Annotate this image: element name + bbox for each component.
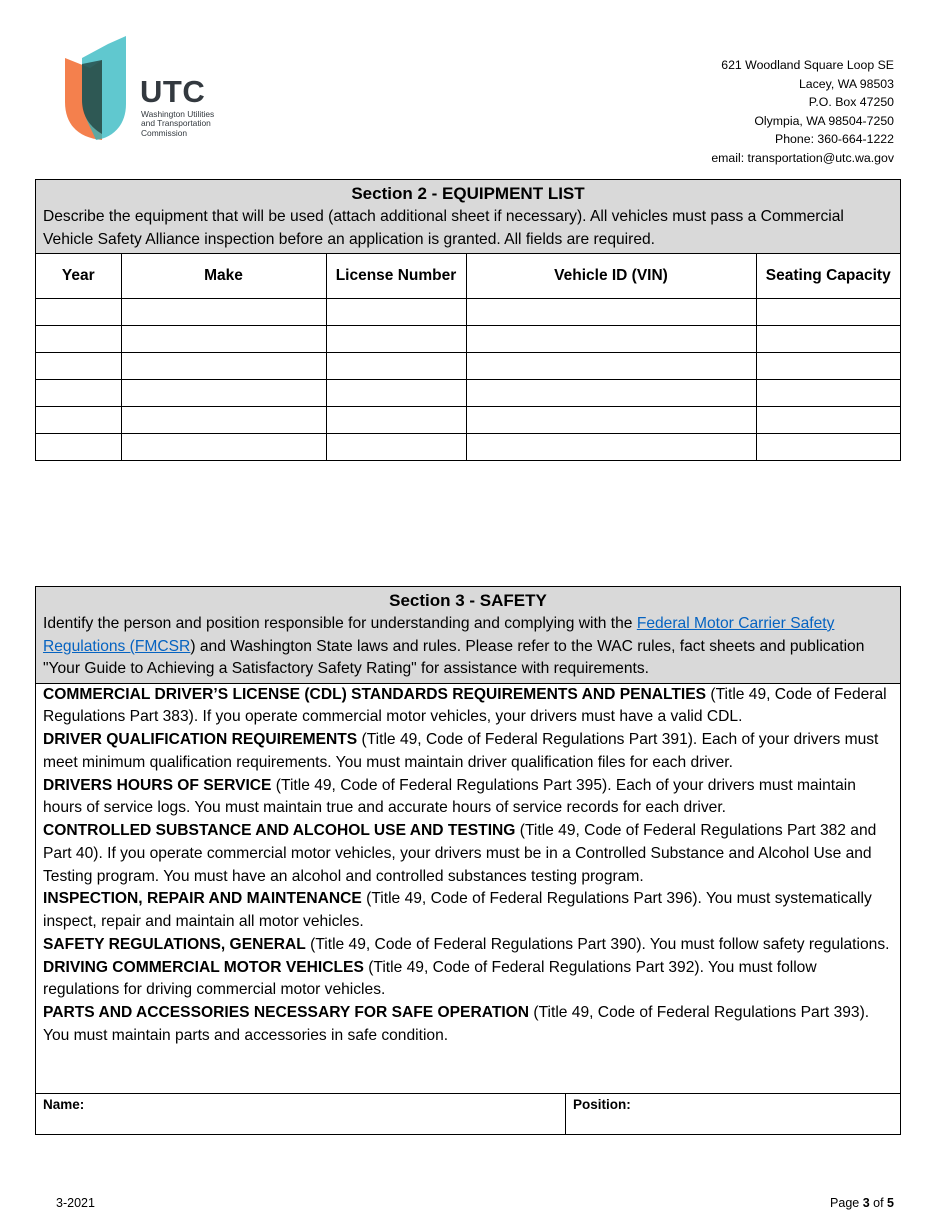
signature-row xyxy=(36,1093,900,1134)
vin-cell[interactable] xyxy=(466,407,756,434)
email-line: email: transportation@utc.wa.gov xyxy=(711,150,894,165)
section-2-header xyxy=(36,180,900,253)
table-row xyxy=(36,434,900,461)
logo-subtitle-line: Washington Utilities xyxy=(141,109,215,119)
year-cell[interactable] xyxy=(36,353,121,380)
phone-line: Phone: 360-664-1222 xyxy=(775,132,894,147)
page-current: 3 xyxy=(862,1196,870,1210)
rule-text: (Title 49, Code of Federal Regulations Part 390). You must follow safety regulations. xyxy=(305,935,890,953)
vin-cell[interactable] xyxy=(466,326,756,353)
rule-text: (Title 49, Code of Federal Regulations Part 382 and Part 40). If you operate commercial motor vehicles, your drivers must be in a Controlled Substance and Alcohol Use and Testing program. You must have an alcohol and controlled substances testing program. xyxy=(43,822,877,885)
fmcsr-link[interactable]: Federal Motor Carrier Safety Regulations (FMCSR xyxy=(43,615,835,655)
vin-cell[interactable] xyxy=(466,380,756,407)
rule-item xyxy=(43,775,893,821)
make-cell[interactable] xyxy=(121,380,326,407)
rule-text: (Title 49, Code of Federal Regulations Part 392). You must follow regulations for driving commercial motor vehicles. xyxy=(43,958,817,999)
year-cell[interactable] xyxy=(36,434,121,461)
rule-item xyxy=(43,1002,893,1048)
logo-subtitle-line: Commission xyxy=(141,127,188,138)
rule-text: (Title 49, Code of Federal Regulations Part 396). You must systematically inspect, repair and maintain all motor vehicles. xyxy=(43,890,872,930)
rule-heading: PARTS AND ACCESSORIES NECESSARY FOR SAFE OPERATION xyxy=(43,1004,530,1021)
section-3-safety xyxy=(35,586,901,1135)
table-row xyxy=(36,326,900,353)
make-cell[interactable] xyxy=(121,434,326,461)
rule-item xyxy=(43,729,893,775)
license-cell[interactable] xyxy=(326,434,466,461)
seating-cell[interactable] xyxy=(756,434,900,461)
seating-cell[interactable] xyxy=(756,407,900,434)
table-row xyxy=(36,353,900,380)
equipment-table xyxy=(36,253,900,460)
section-3-title: Section 3 - SAFETY xyxy=(389,591,547,610)
vin-cell[interactable] xyxy=(466,353,756,380)
name-label: Name: xyxy=(43,1096,85,1112)
rule-item xyxy=(43,820,893,888)
vin-cell[interactable] xyxy=(466,299,756,326)
section-2-title: Section 2 - EQUIPMENT LIST xyxy=(351,184,585,203)
address-line: P.O. Box 47250 xyxy=(808,95,894,110)
year-cell[interactable] xyxy=(36,326,121,353)
rule-heading: DRIVERS HOURS OF SERVICE xyxy=(43,776,272,794)
logo-subtitle xyxy=(141,110,214,138)
rule-heading: COMMERCIAL DRIVER’S LICENSE (CDL) STANDARDS REQUIREMENTS AND PENALTIES xyxy=(43,685,707,703)
seating-cell[interactable] xyxy=(756,299,900,326)
table-row xyxy=(36,380,900,407)
section-2-description: Describe the equipment that will be used (attach additional sheet if necessary). All vehicles must pass a Commercial Vehicle Safety Alliance inspection before an application is granted. All fields are required. xyxy=(43,208,844,248)
rule-text: (Title 49, Code of Federal Regulations Part 383). If you operate commercial motor vehicles, your drivers must have a valid CDL. xyxy=(43,685,887,726)
rule-item xyxy=(43,957,893,1003)
intro-text: Identify the person and position responsible for understanding and complying with the xyxy=(43,615,637,632)
license-cell[interactable] xyxy=(326,353,466,380)
section-2-equipment-list xyxy=(35,179,901,461)
page-of: of xyxy=(869,1196,888,1210)
make-cell[interactable] xyxy=(121,407,326,434)
seating-cell[interactable] xyxy=(756,353,900,380)
intro-text: ) and Washington State laws and rules. Please refer to the WAC rules, fact sheets and publication "Your Guide to Achieving a Satisfactory Safety Rating" for assistance with requirements. xyxy=(43,637,865,677)
rule-item xyxy=(43,684,893,730)
col-header-make: Make xyxy=(121,254,326,299)
year-cell[interactable] xyxy=(36,407,121,434)
license-cell[interactable] xyxy=(326,380,466,407)
rule-item xyxy=(43,888,893,934)
seating-cell[interactable] xyxy=(756,380,900,407)
address-line: Lacey, WA 98503 xyxy=(798,76,894,91)
make-cell[interactable] xyxy=(121,326,326,353)
rule-text: (Title 49, Code of Federal Regulations Part 395). Each of your drivers must maintain hours of service logs. You must maintain true and accurate hours of service records for each driver. xyxy=(43,776,856,817)
license-cell[interactable] xyxy=(326,326,466,353)
rule-item xyxy=(43,934,893,957)
license-cell[interactable] xyxy=(326,407,466,434)
position-field[interactable] xyxy=(566,1094,900,1134)
page-number xyxy=(830,1196,894,1210)
col-header-seating-capacity: Seating Capacity xyxy=(756,254,900,299)
address-block xyxy=(711,56,894,168)
rule-heading: DRIVER QUALIFICATION REQUIREMENTS xyxy=(43,731,358,748)
logo-wordmark: UTC xyxy=(140,74,206,109)
safety-rules xyxy=(36,683,900,1093)
year-cell[interactable] xyxy=(36,299,121,326)
page-total: 5 xyxy=(887,1196,894,1210)
section-3-header xyxy=(36,587,900,683)
rule-heading: CONTROLLED SUBSTANCE AND ALCOHOL USE AND TESTING xyxy=(43,822,516,839)
make-cell[interactable] xyxy=(121,299,326,326)
make-cell[interactable] xyxy=(121,353,326,380)
col-header-vin: Vehicle ID (VIN) xyxy=(466,254,756,299)
license-cell[interactable] xyxy=(326,299,466,326)
position-label: Position: xyxy=(573,1096,631,1112)
section-3-intro xyxy=(43,613,893,681)
vin-cell[interactable] xyxy=(466,434,756,461)
year-cell[interactable] xyxy=(36,380,121,407)
logo-subtitle-line: and Transportation xyxy=(141,118,211,129)
rule-heading: INSPECTION, REPAIR AND MAINTENANCE xyxy=(43,890,362,908)
col-header-license-number: License Number xyxy=(326,254,466,299)
page-prefix: Page xyxy=(830,1196,863,1210)
rule-heading: SAFETY REGULATIONS, GENERAL xyxy=(43,935,306,953)
rule-text: (Title 49, Code of Federal Regulations Part 393). You must maintain parts and accessories in safe condition. xyxy=(43,1004,870,1044)
equipment-header-row xyxy=(36,254,900,299)
revision-date: 3-2021 xyxy=(56,1196,95,1210)
name-field[interactable] xyxy=(36,1094,566,1134)
rule-heading: DRIVING COMMERCIAL MOTOR VEHICLES xyxy=(43,958,364,976)
seating-cell[interactable] xyxy=(756,326,900,353)
rule-text: (Title 49, Code of Federal Regulations Part 391). Each of your drivers must meet minimum qualification requirements. You must maintain driver qualification files for each driver. xyxy=(43,731,879,771)
address-line: 621 Woodland Square Loop SE xyxy=(721,58,894,72)
table-row xyxy=(36,407,900,434)
col-header-year: Year xyxy=(36,254,121,299)
table-row xyxy=(36,299,900,326)
address-line: Olympia, WA 98504-7250 xyxy=(754,113,894,128)
